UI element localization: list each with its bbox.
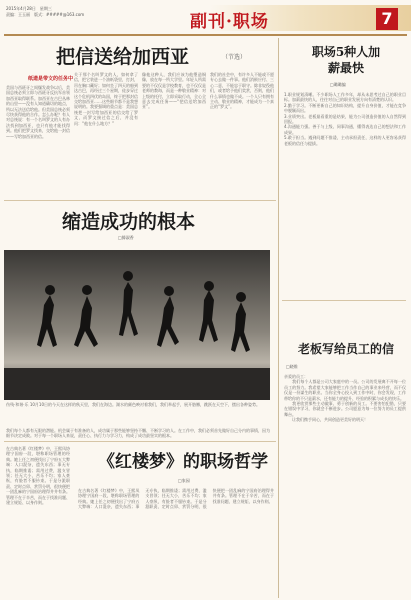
- article3-body: 在古典名著《红楼梦》中，王熙凤协理宁国府一段，堪称职场管理的经典。她上任之初便找出了宁府五大弊端：人口混杂，遗失东西；事无专执，临期推诿；需用过费，滥支冒领；任无大小，苦乐不均；家人豪纵，有脸者不服钤束。于是分派职责、定时点卯、赏罚分明，很快便把一团乱麻的宁国府治理得井井有条。管理不在于辛苦，而在于找准问题、建立规矩、以身作则。: [78, 488, 274, 510]
- article5-body: 亲爱的员工： 我们每个人都是公司大家庭中的一员。公司的发展离不开每一位员工的努力。我希望大家能够把工作当作自己的事业来经营，而不仅仅是一份谋生的职业。当你全身心投入到工作中时，你会发现，工作带给你的不只是薪水，还有能力的提升、经验的积累与成长的快乐。 我更欣赏那些主动做事、勇于创新的员工。不要害怕犯错，只要在错误中学习，你就会不断进步。公司愿意为每一位努力的员工提供舞台。 让我们携手同心，共同创造更美好的明天！: [284, 374, 406, 423]
- article1-title: 把信送给加西亚: [56, 46, 190, 68]
- header-rule: [4, 34, 407, 36]
- page-header: [0, 0, 411, 34]
- article1-col2: 关于那个名叫罗文的人，如何拿了信，把它装进一个油纸袋里，打封，吊在胸口藏好；如何坐了四天的船到达古巴，再经过三个星期，徒步穿过这个危机四伏的岛国，终于把那封信交给加西亚……这些细节都不是我想说明的。我要强调的重点是：美国总统把一封写给加西亚的信交给了罗文，而罗文接过信之后，并没有问：“他在什么地方？”: [74, 72, 138, 126]
- article4-title: 职场5种人加薪最快: [311, 45, 381, 75]
- article3-title: 《红楼梦》的职场哲学: [98, 452, 268, 472]
- page-number: 7: [376, 8, 398, 30]
- article1-col4: 我们的社会中，有许多人不能或不愿专心去做一件事。他们消极应付、三心二意，不能忠于职守。除非奴役他们，或者给予他们奖赏，否则，他们什么事情也做不成。一个人只有拥有主动、敬业的精神，才能成为一个真正的“罗文”。: [210, 72, 274, 110]
- article2-author: □滕淑香: [118, 235, 134, 240]
- article2-title: 缩造成功的根本: [62, 211, 196, 233]
- article5-title: 老板写给员工的信: [298, 342, 395, 356]
- divider: [4, 200, 276, 201]
- article3-col1: 在古典名著《红楼梦》中，王熙凤协理宁国府一段，堪称职场管理的经典。她上任之初便找出了宁府五大弊端：人口混杂，遗失东西；事无专执，临期推诿；需用过费，滥支冒领；任无大小，苦乐不均；家人豪纵，有脸者不服钤束。于是分派职责、定时点卯、赏罚分明，很快便把一团乱麻的宁国府治理得井井有条。管理不在于辛苦，而在于找准问题、建立规矩、以身作则。: [6, 446, 70, 506]
- article4-author: □璐璐编: [330, 82, 346, 87]
- divider: [282, 300, 406, 301]
- section-title: 副刊·职场: [190, 12, 269, 32]
- article1-tag: （节选）: [222, 54, 247, 61]
- issue-meta: [6, 6, 84, 18]
- divider: [4, 441, 276, 442]
- article4-body: 1.职业规划清晰。不少职场人工作多年，却从未思考过自己的职业目标。加薪最快的人，往往对自己的职业发展方向有清楚的认识。 2.勤于学习。不断更新自己的知识结构，提升自身价值，才能在竞争中脱颖而出。 3.业绩突出。老板最看重的是结果，能为公司创造价值的人自然得到回报。 4.沟通能力强。善于与上级、同事沟通，懂得表达自己的想法和工作成果。 5.敢于担当。遇到问题不推诿，主动承担责任，这样的人更容易获得老板的信任与提拔。: [284, 92, 406, 146]
- issue-date: 2015年4月28日 星期三: [6, 6, 52, 11]
- article3-author: □家园: [178, 478, 190, 483]
- article5-author: □晓维: [286, 364, 298, 369]
- article1-subtitle: 纸遗是带文的任务中: [28, 76, 74, 82]
- jumping-people-photo: [4, 250, 270, 400]
- article2-body: 我们每个人都有无限的潜能。机会属于有准备的人，成功属于那些能够坚持不懈、不断学习的人。在工作中，我们必须首先做好自己分内的事情，因为细节决定成败。对于每一个职场人来说，责任心、执行力与学习力，构成了成功最坚实的根本。: [6, 428, 270, 438]
- column-divider: [278, 38, 279, 598]
- silhouette-illustration: [4, 250, 270, 400]
- article1-col1: 美国与西班牙之间爆发战争以后，美国总统必须立即与西班牙反抗军首领加西亚取得联系。加西亚在古巴丛林的山里——没有人知道确切的地点，所以无法送信给他。但美国总统必须尽快获得他的合作。怎么办呢？有人对总统说：有一个名叫罗文的人有办法找到加西亚，也只有他才能找得到。他们把罗文找来，交给他一封信——写给加西亚的信。: [6, 85, 70, 139]
- photo-caption: 伤残·和谐·乐 10月10日的今天在这样的秋天里，我们在海边。湖水的颜色映衬着我们，我们举起手，展开胳膊，跳跃在天空下，摆出各种姿势。: [6, 402, 260, 407]
- issue-editors: 责编：王玉丽 版式：#####@163.com: [6, 12, 85, 17]
- article1-col3: 像他这种人，我们应该为他塑造铜像，放在每一所大学里。年轻人所需要的不仅仅是学校教育，也不仅仅是老师的教诲，而是一种敬业精神：对上级的托付，立即采取行动，全心全意去完成任务——“把信送给加西亚”。: [142, 72, 206, 110]
